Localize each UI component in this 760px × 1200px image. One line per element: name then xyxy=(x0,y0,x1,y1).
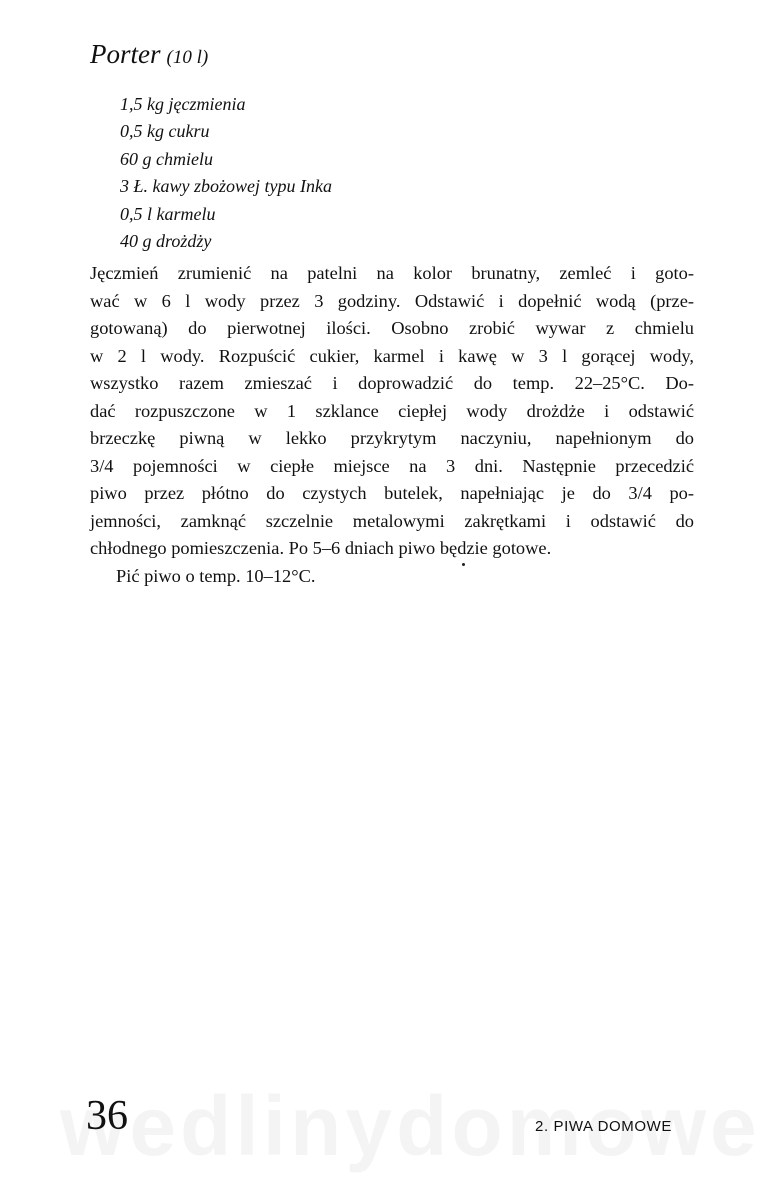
instruction-line: 3/4 pojemności w ciepłe miejsce na 3 dni. Następnie przecedzić xyxy=(90,455,694,476)
ingredient-item: 1,5 kg jęczmienia xyxy=(120,94,246,114)
instruction-line: dać rozpuszczone w 1 szklance ciepłej wody drożdże i odstawić xyxy=(90,400,694,421)
ingredient-item: 40 g drożdży xyxy=(120,231,212,252)
print-speck xyxy=(462,563,465,566)
instruction-line: gotowaną) do pierwotnej ilości. Osobno zrobić wywar z chmielu xyxy=(90,318,694,338)
page-number: 36 xyxy=(86,1093,128,1139)
ingredient-item: 0,5 kg cukru xyxy=(120,121,210,142)
recipe-title-block xyxy=(90,38,208,74)
serving-note: Pić piwo o temp. 10–12°C. xyxy=(116,565,316,586)
instruction-line: wać w 6 l wody przez 3 godziny. Odstawić i dopełnić wodą (prze- xyxy=(90,290,694,311)
recipe-instructions xyxy=(90,260,694,590)
section-label: 2. PIWA DOMOWE xyxy=(535,1118,673,1135)
ingredient-list xyxy=(120,91,332,255)
instruction-line: w 2 l wody. Rozpuścić cukier, karmel i kawę w 3 l gorącej wody, xyxy=(90,345,694,366)
instruction-line: brzeczkę piwną w lekko przykrytym naczyniu, napełnionym do xyxy=(90,428,694,448)
ingredient-item: 0,5 l karmelu xyxy=(120,203,216,224)
instruction-line: wszystko razem zmieszać i doprowadzić do temp. 22–25°C. Do- xyxy=(90,373,694,393)
recipe-title: Porter xyxy=(90,39,161,69)
instruction-line: Jęczmień zrumienić na patelni na kolor brunatny, zemleć i goto- xyxy=(90,263,694,283)
ingredient-item: 60 g chmielu xyxy=(120,148,213,169)
recipe-quantity: (10 l) xyxy=(166,47,209,68)
ingredient-item: 3 Ł. kawy zbożowej typu Inka xyxy=(120,176,332,197)
instruction-line: piwo przez płótno do czystych butelek, napełniając je do 3/4 po- xyxy=(90,483,694,503)
instruction-line: chłodnego pomieszczenia. Po 5–6 dniach piwo będzie gotowe. xyxy=(90,538,552,558)
instruction-line: jemności, zamknąć szczelnie metalowymi zakrętkami i odstawić do xyxy=(90,510,694,531)
